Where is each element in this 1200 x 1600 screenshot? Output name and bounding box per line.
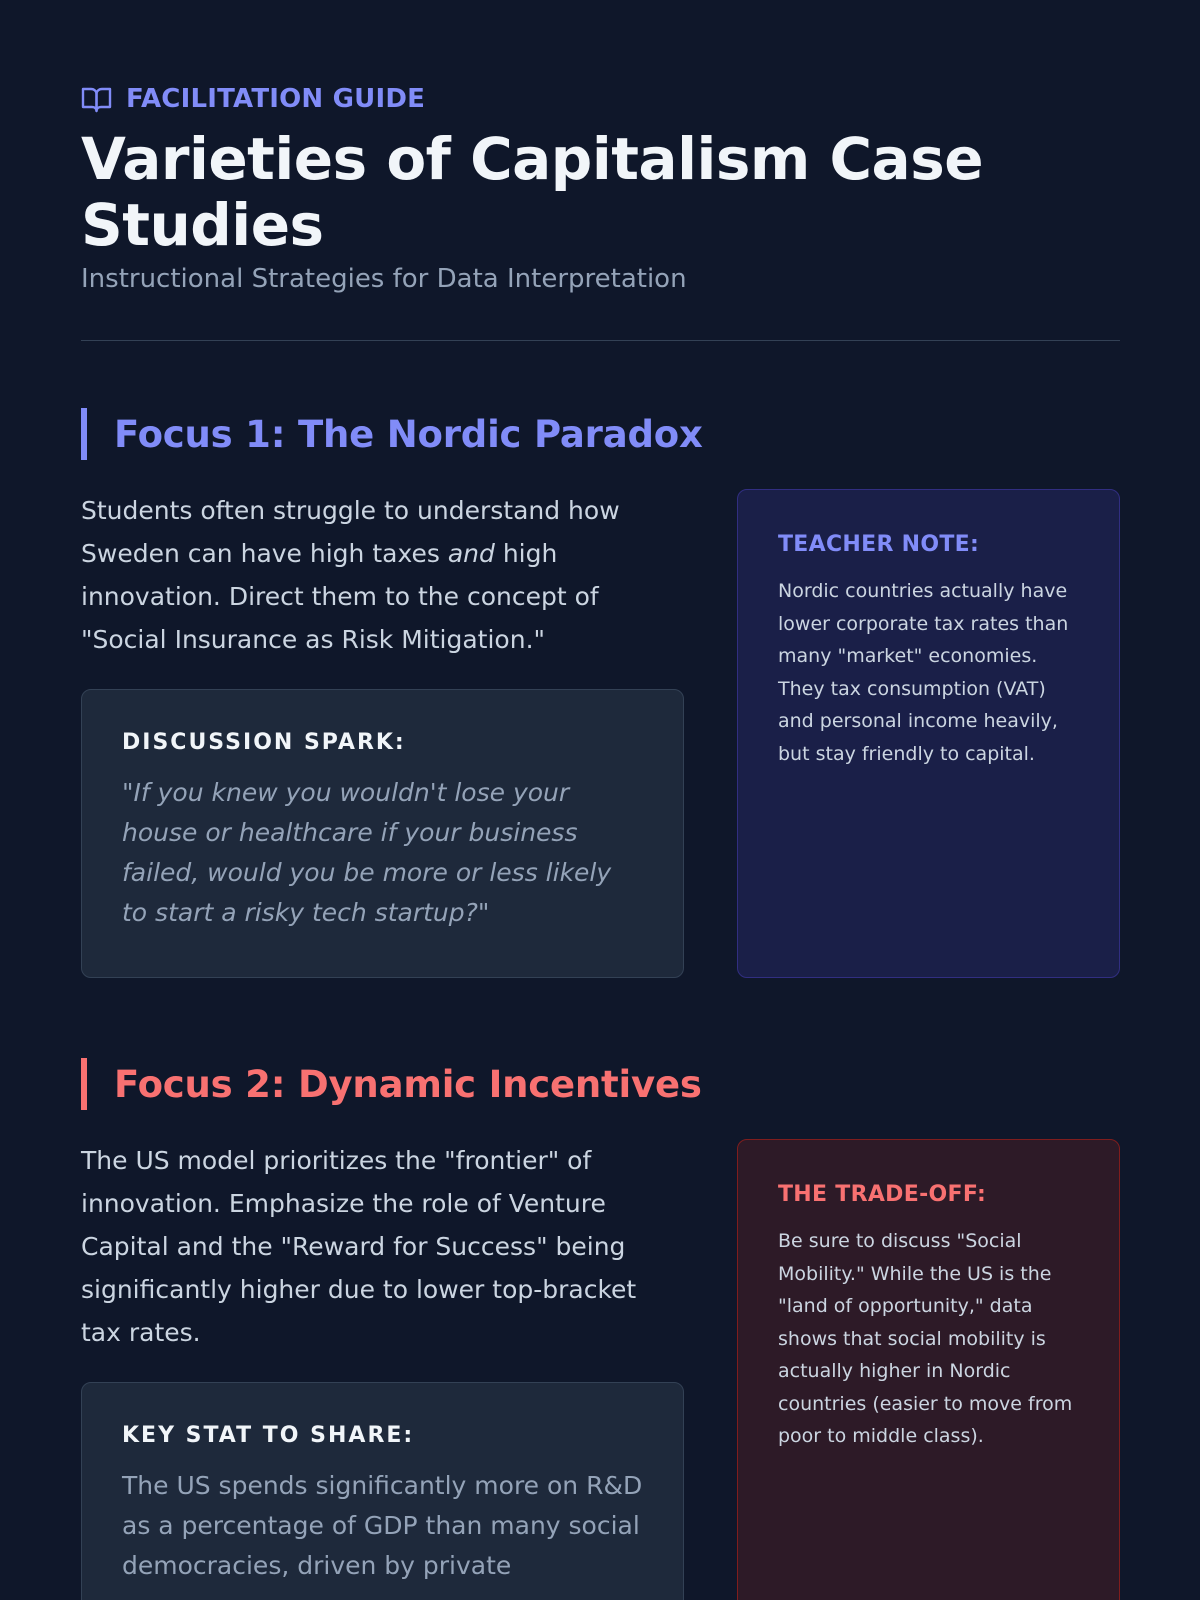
teacher-note-text: Nordic countries actually have lower corporate tax rates than many "market" economies. They tax consumption (VAT) and personal income heavily, but stay friendly to capital. <box>778 580 1069 765</box>
discussion-spark-card <box>81 689 684 978</box>
focus-2-heading: Focus 2: Dynamic Incentives <box>81 1058 702 1110</box>
header-divider <box>81 340 1120 341</box>
discussion-spark-quote: "If you knew you wouldn't lose your house or healthcare if your business failed, would you be more or less likely to start a risky tech startup?" <box>122 778 612 927</box>
page-subtitle: Instructional Strategies for Data Interpretation <box>81 264 687 294</box>
trade-off-label: THE TRADE-OFF: <box>778 1182 987 1207</box>
focus-1-intro-emphasis: and <box>447 539 495 568</box>
focus-1-heading: Focus 1: The Nordic Paradox <box>81 408 703 460</box>
teacher-note-label: TEACHER NOTE: <box>778 532 980 557</box>
focus-1-intro <box>81 489 651 661</box>
key-stat-card <box>81 1382 684 1600</box>
teacher-note-callout <box>737 489 1120 978</box>
key-stat-text: The US spends significantly more on R&D as a percentage of GDP than many social democracies, driven by private <box>122 1471 643 1580</box>
focus-1-intro-text-b: high innovation. Direct them to the concept of "Social Insurance as Risk Mitigation." <box>81 539 599 654</box>
trade-off-text: Be sure to discuss "Social Mobility." While the US is the "land of opportunity," data shows that social mobility is actually higher in Nordic countries (easier to move from poor to middle class). <box>778 1230 1073 1447</box>
page-title: Varieties of Capitalism Case Studies <box>81 125 984 259</box>
open-book-icon <box>81 86 112 113</box>
page-kicker <box>81 84 425 114</box>
kicker-label: FACILITATION GUIDE <box>126 84 426 114</box>
trade-off-callout <box>737 1139 1120 1600</box>
key-stat-label: KEY STAT TO SHARE: <box>122 1423 415 1448</box>
focus-1-intro-text-a: Students often struggle to understand how Sweden can have high taxes <box>81 496 620 568</box>
focus-2-intro: The US model prioritizes the "frontier" of innovation. Emphasize the role of Venture Capital and the "Reward for Success" being significantly higher due to lower top-bracket tax rates. <box>81 1146 637 1347</box>
discussion-spark-label: DISCUSSION SPARK: <box>122 730 406 755</box>
